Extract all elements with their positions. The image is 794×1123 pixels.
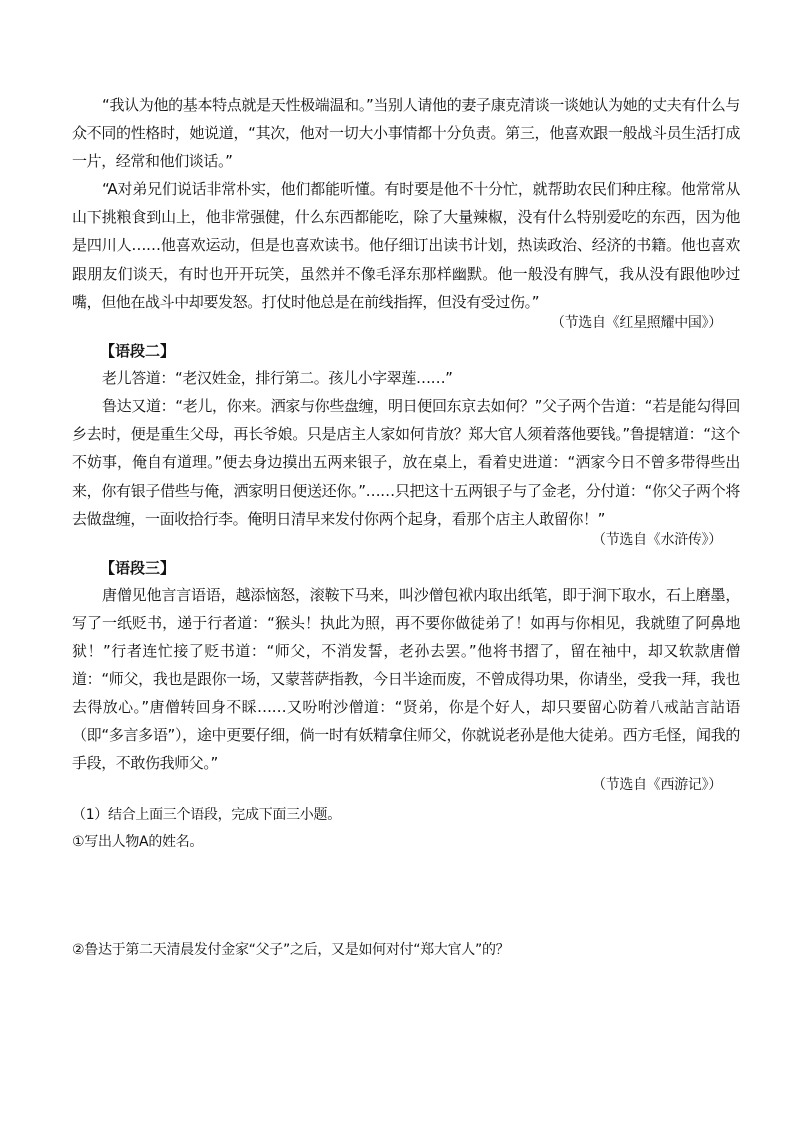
section-heading-2: 【语段二】 (100, 342, 176, 360)
question-1: ①写出人物A的姓名。 (72, 834, 204, 850)
paragraph-tang-seng: 唐僧见他言言语语，越添恼怒，滚鞍下马来，叫沙僧包袱内取出纸笔，即于涧下取水，石上磨墨，写了一纸贬书，递于行者道：“猴头！执此为照，再不要你做徒弟了！如再与你相见，我就堕了阿鼻地狱！”行者连忙接了贬书道：“师父，不消发誓，老孙去罢。”他将书摺了，留在袖中，却又软款唐僧道：“师父，我也是跟你一场，又蒙菩萨指教，今日半途而废，不曾成得功果，你请坐，受我一拜，我也去得放心。”唐僧转回身不睬……又吩咐沙僧道：“贤弟，你是个好人，却只要留心防着八戒詀言詀语（即“多言多语”），途中更要仔细，倘一时有妖精拿住师父，你就说老孙是他大徒弟。西方毛怪，闻我的手段，不敢伤我师父。” (72, 586, 740, 772)
paragraph-person-a-description: “A对弟兄们说话非常朴实，他们都能听懂。有时要是他不十分忙，就帮助农民们种庄稼。他常常从山下挑粮食到山上，他非常强健，什么东西都能吃，除了大量辣椒，没有什么特别爱吃的东西，因为他是四川人……他喜欢运动，但是也喜欢读书。他仔细订出读书计划，热读政治、经济的书籍。他也喜欢跟朋友们谈天，有时也开开玩笑，虽然并不像毛泽东那样幽默。他一般没有脾气，我从没有跟他吵过嘴，但他在战斗中却要发怒。打仗时他总是在前线指挥，但没有受过伤。” (72, 180, 740, 311)
source-water-margin: （节选自《水浒传》） (592, 532, 722, 548)
question-2: ②鲁达于第二天清晨发付金家“父子”之后，又是如何对付“郑大官人”的？ (72, 942, 510, 958)
section-heading-3: 【语段三】 (100, 559, 176, 577)
source-red-star: （节选自《红星照耀中国》） (550, 315, 722, 331)
question-intro: （1）结合上面三个语段，完成下面三小题。 (72, 807, 341, 823)
paragraph-old-man-reply: 老儿答道：“老汉姓金，排行第二。孩儿小字翠莲……” (102, 369, 453, 387)
paragraph-kang-keqing-quote: “我认为他的基本特点就是天性极端温和。”当别人请他的妻子康克清谈一谈她认为她的丈夫有什么与众不同的性格时，她说道，“其次，他对一切大小事情都十分负责。第三，他喜欢跟一般战斗员生活打成一片，经常和他们谈话。” (72, 96, 740, 171)
paragraph-lu-da: 鲁达又道：“老儿，你来。洒家与你些盘缠，明日便回东京去如何？”父子两个告道：“若是能勾得回乡去时，便是重生父母，再长爷娘。只是店主人家如何肯放？郑大官人须着落他要钱。”鲁提辖道：“这个不妨事，俺自有道理。”便去身边摸出五两来银子，放在桌上，看着史进道：“洒家今日不曾多带得些出来，你有银子借些与俺，洒家明日便送还你。”……只把这十五两银子与了金老，分付道：“你父子两个将去做盘缠，一面收拾行李。俺明日清早来发付你两个起身，看那个店主人敢留你！” (72, 397, 740, 528)
source-journey-west: （节选自《西游记》） (592, 777, 722, 793)
